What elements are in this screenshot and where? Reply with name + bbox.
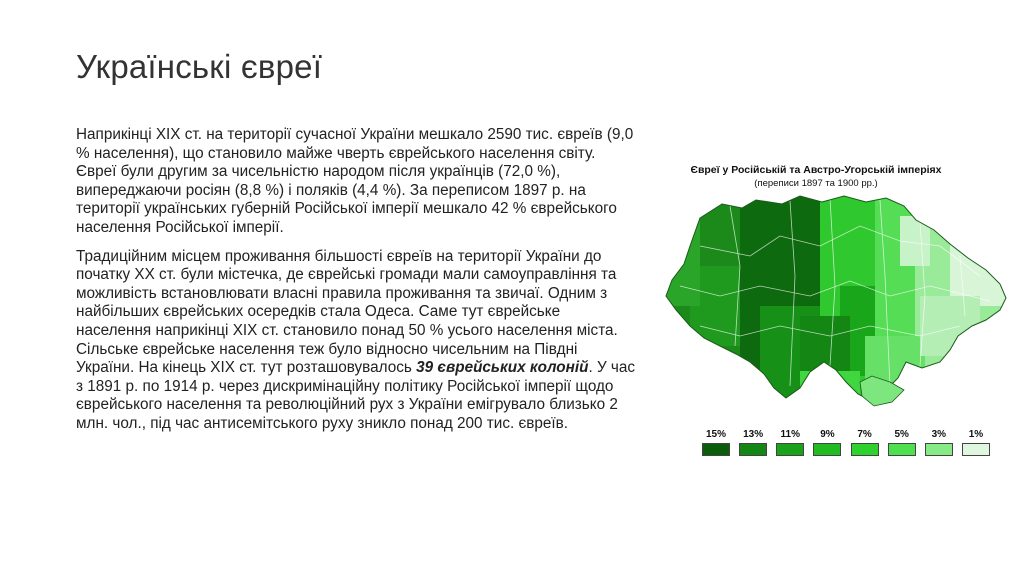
paragraph-population: Наприкінці XIX ст. на території сучасної України мешкало 2590 тис. євреїв (9,0 % населення), що становило майже чверть єврейського населення світу. Євреї були другим за чисельністю народом після українців (72,0 %), випереджаючи росіян (8,8 %) і поляків (4,4 %). За переписом 1897 р. на території українських губерній Російської імперії мешкало 42 % єврейського населення Російської імперії. [76, 126, 634, 236]
legend-label: 13% [743, 429, 764, 440]
legend-swatch [776, 443, 804, 456]
slide-title: Українські євреї [76, 48, 323, 85]
legend-swatch [702, 443, 730, 456]
legend-labels [702, 429, 990, 440]
legend-swatch [962, 443, 990, 456]
legend-label: 3% [931, 429, 947, 440]
map-caption-subtitle: (переписи 1897 та 1900 рр.) [754, 178, 878, 189]
ukraine-jewish-population-map [660, 186, 1016, 422]
legend-label: 11% [780, 429, 801, 440]
legend-label: 9% [820, 429, 835, 440]
legend-label: 7% [857, 429, 872, 440]
legend-label: 1% [968, 429, 984, 440]
map-regions [660, 186, 1016, 422]
paragraph-settlements-part1: Традиційним місцем проживання більшості євреїв на території України до початку XX ст. були містечка, де єврейські громади мали самоуправління та можливість встановлювати власні правила проживання та звичаї. Одним з найбільших єврейських осередків стала Одеса. Саме тут єврейське населення наприкінці XIX ст. становило понад 50 % усього населення міста. Сільське єврейське населення теж було відносно чисельним на Півдні України. На кінець XIX ст. тут розташовувалось [76, 247, 618, 377]
colonies-emphasis: 39 єврейських колоній [416, 359, 589, 377]
legend-swatch [739, 443, 767, 456]
paragraph-settlements-part2: . У час з 1891 р. по 1914 р. через дискримінаційну політику Російської імперії щодо єврейського населення та революційний рух з України емігрувало близько 2 млн. чол., під час антисемітського руху зникло понад 200 тис. євреїв. [76, 359, 636, 432]
legend-label: 5% [894, 429, 909, 440]
legend-swatch [888, 443, 916, 456]
paragraph-settlements [76, 248, 636, 434]
legend-swatch [925, 443, 953, 456]
legend-swatch [813, 443, 841, 456]
map-figure [660, 186, 1016, 422]
body-text [76, 126, 636, 444]
legend-swatch [851, 443, 879, 456]
legend-swatches [702, 443, 990, 456]
map-legend [702, 429, 990, 456]
crimea-region [860, 376, 904, 406]
map-caption-title: Євреї у Російській та Австро-Угорській імперіях [690, 164, 942, 176]
legend-label: 15% [705, 429, 726, 440]
